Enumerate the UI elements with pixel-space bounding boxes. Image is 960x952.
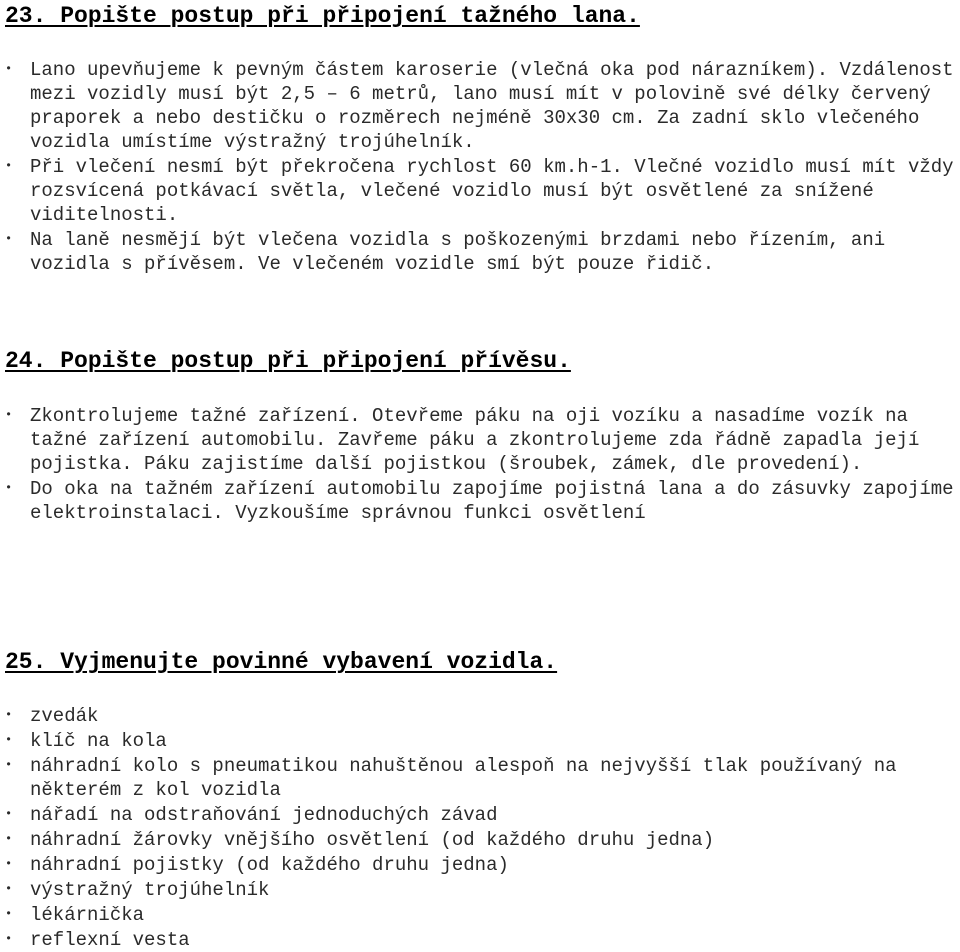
bullet-icon: • xyxy=(5,832,13,846)
list-item xyxy=(5,852,960,877)
section-23-body xyxy=(5,57,960,276)
section-24-paragraph xyxy=(5,476,960,525)
section-24-title: 24. Popište postup při připojení přívěsu. xyxy=(5,348,571,374)
bullet-icon: • xyxy=(5,807,13,821)
section-24-body xyxy=(5,403,960,525)
bullet-icon: • xyxy=(5,733,13,747)
list-item xyxy=(5,902,960,927)
list-item xyxy=(5,827,960,852)
list-item-text: lékárnička xyxy=(30,904,145,926)
list-item-text: zvedák xyxy=(30,705,99,727)
section-24-paragraph xyxy=(5,403,960,476)
paragraph-text: Do oka na tažném zařízení automobilu zapojíme pojistná lana a do zásuvky zapojíme elektroinstalaci. Vyzkoušíme správnou funkci osvětlení xyxy=(30,478,954,524)
section-23-paragraph xyxy=(5,57,960,154)
bullet-icon: • xyxy=(5,758,13,772)
list-item xyxy=(5,728,960,753)
list-item xyxy=(5,703,960,728)
list-item-text: náhradní pojistky (od každého druhu jedna) xyxy=(30,854,509,876)
paragraph-text: Na laně nesmějí být vlečena vozidla s poškozenými brzdami nebo řízením, ani vozidla s přívěsem. Ve vlečeném vozidle smí být pouze řidič. xyxy=(30,229,886,275)
paragraph-text: Při vlečení nesmí být překročena rychlost 60 km.h-1. Vlečné vozidlo musí mít vždy rozsvícená potkávací světla, vlečené vozidlo musí být osvětlené za snížené viditelnosti. xyxy=(30,156,954,226)
list-item-text: náhradní kolo s pneumatikou nahuštěnou alespoň na nejvyšší tlak používaný na některém z kol vozidla xyxy=(30,755,897,801)
bullet-icon: • xyxy=(5,857,13,871)
section-23-title: 23. Popište postup při připojení tažného lana. xyxy=(5,3,640,29)
bullet-icon: • xyxy=(5,62,13,76)
bullet-icon: • xyxy=(5,882,13,896)
equipment-list xyxy=(5,703,960,952)
list-item xyxy=(5,753,960,802)
list-item-text: náhradní žárovky vnějšího osvětlení (od každého druhu jedna) xyxy=(30,829,715,851)
section-25-title: 25. Vyjmenujte povinné vybavení vozidla. xyxy=(5,649,558,675)
list-item xyxy=(5,802,960,827)
list-item-text: reflexní vesta xyxy=(30,929,190,951)
bullet-icon: • xyxy=(5,159,13,173)
list-item-text: nářadí na odstraňování jednoduchých závad xyxy=(30,804,498,826)
list-item xyxy=(5,877,960,902)
section-23-paragraph xyxy=(5,154,960,227)
paragraph-text: Lano upevňujeme k pevným částem karoserie (vlečná oka pod nárazníkem). Vzdálenost mezi vozidly musí být 2,5 – 6 metrů, lano musí mít v polovině své délky červený praporek a nebo destičku o rozměrech nejméně 30x30 cm. Za zadní sklo vlečeného vozidla umístíme výstražný trojúhelník. xyxy=(30,59,954,153)
list-item-text: výstražný trojúhelník xyxy=(30,879,270,901)
bullet-icon: • xyxy=(5,408,13,422)
bullet-icon: • xyxy=(5,708,13,722)
bullet-icon: • xyxy=(5,481,13,495)
bullet-icon: • xyxy=(5,932,13,946)
paragraph-text: Zkontrolujeme tažné zařízení. Otevřeme páku na oji vozíku a nasadíme vozík na tažné zařízení automobilu. Zavřeme páku a zkontrolujeme zda řádně zapadla její pojistka. Páku zajistíme další pojistkou (šroubek, zámek, dle provedení). xyxy=(30,405,920,475)
bullet-icon: • xyxy=(5,232,13,246)
bullet-icon: • xyxy=(5,907,13,921)
list-item-text: klíč na kola xyxy=(30,730,167,752)
section-23-paragraph xyxy=(5,227,960,276)
section-25-body xyxy=(5,703,960,952)
